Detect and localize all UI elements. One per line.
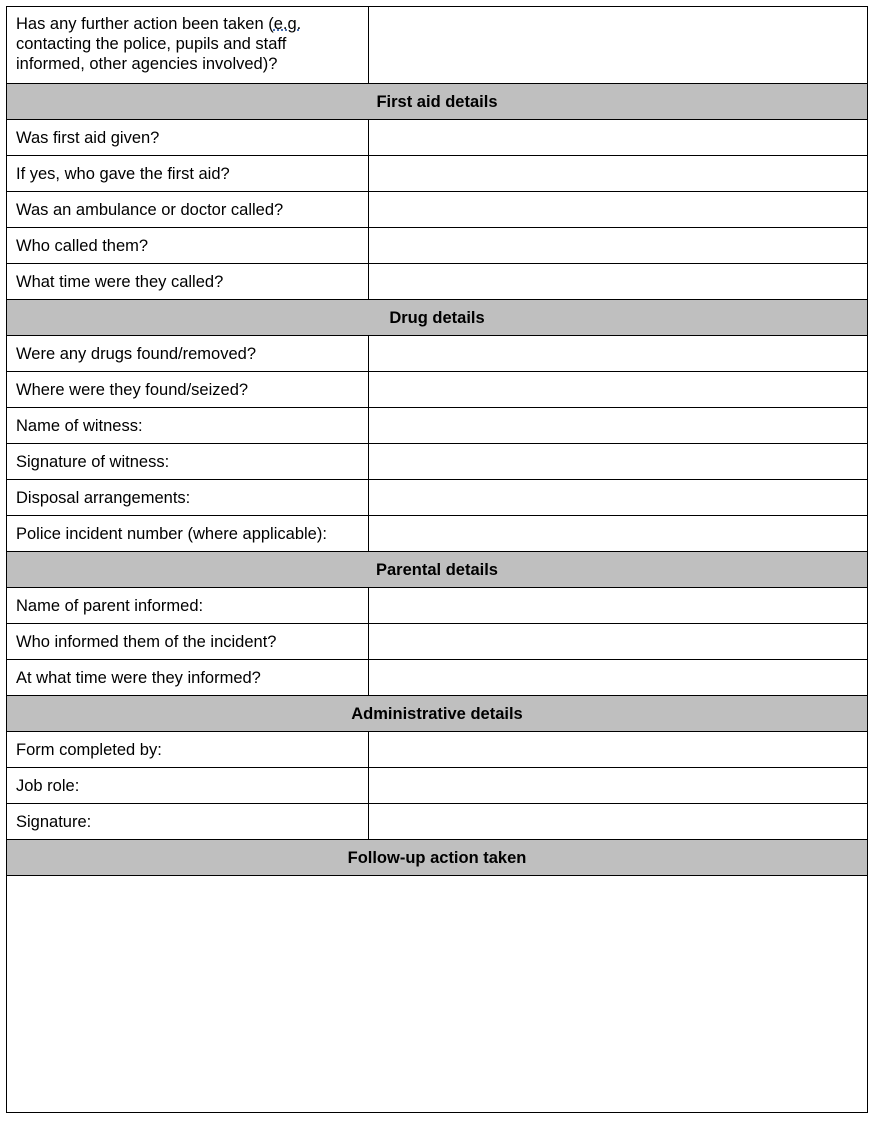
question-label: Disposal arrangements: (7, 480, 369, 516)
question-label: What time were they called? (7, 264, 369, 300)
further-action-answer-field[interactable] (378, 14, 858, 76)
question-row (7, 444, 868, 480)
answer-cell[interactable] (369, 444, 868, 480)
question-label: Job role: (7, 768, 369, 804)
followup-row (7, 876, 868, 1113)
section-header-row (7, 552, 868, 588)
section-heading-parental-details: Parental details (7, 552, 868, 588)
question-label: Form completed by: (7, 732, 369, 768)
question-row (7, 804, 868, 840)
form-body (7, 7, 868, 1113)
question-row (7, 264, 868, 300)
answer-field[interactable] (378, 804, 858, 839)
answer-field[interactable] (378, 768, 858, 803)
answer-field[interactable] (378, 732, 858, 767)
question-row (7, 516, 868, 552)
section-heading-drug-details: Drug details (7, 300, 868, 336)
question-row (7, 372, 868, 408)
question-row (7, 588, 868, 624)
section-heading-follow-up-action-taken: Follow-up action taken (7, 840, 868, 876)
answer-cell[interactable] (369, 732, 868, 768)
answer-field[interactable] (378, 588, 858, 623)
eg-abbreviation: e.g. (273, 15, 302, 33)
question-label: Name of witness: (7, 408, 369, 444)
answer-field[interactable] (378, 480, 858, 515)
answer-field[interactable] (378, 624, 858, 659)
answer-cell[interactable] (369, 336, 868, 372)
question-label: Were any drugs found/removed? (7, 336, 369, 372)
question-label: Police incident number (where applicable): (7, 516, 369, 552)
question-row (7, 408, 868, 444)
answer-cell[interactable] (369, 660, 868, 696)
answer-cell[interactable] (369, 228, 868, 264)
answer-cell[interactable] (369, 192, 868, 228)
question-label: Was an ambulance or doctor called? (7, 192, 369, 228)
section-heading-administrative-details: Administrative details (7, 696, 868, 732)
question-row (7, 480, 868, 516)
answer-cell[interactable] (369, 156, 868, 192)
further-action-row (7, 7, 868, 84)
answer-field[interactable] (378, 192, 858, 227)
answer-cell[interactable] (369, 516, 868, 552)
answer-cell[interactable] (369, 804, 868, 840)
section-header-row (7, 840, 868, 876)
answer-field[interactable] (378, 264, 858, 299)
further-action-text-start: Has any further action been taken ( (16, 15, 274, 33)
answer-cell[interactable] (369, 120, 868, 156)
question-row (7, 120, 868, 156)
question-row (7, 732, 868, 768)
answer-field[interactable] (378, 156, 858, 191)
section-header-row (7, 696, 868, 732)
further-action-answer-cell[interactable] (369, 7, 868, 84)
answer-cell[interactable] (369, 408, 868, 444)
question-label: Signature: (7, 804, 369, 840)
answer-cell[interactable] (369, 480, 868, 516)
answer-field[interactable] (378, 408, 858, 443)
question-label: At what time were they informed? (7, 660, 369, 696)
answer-field[interactable] (378, 444, 858, 479)
question-label: If yes, who gave the first aid? (7, 156, 369, 192)
incident-report-form-table (6, 6, 868, 1113)
question-label: Where were they found/seized? (7, 372, 369, 408)
question-row (7, 624, 868, 660)
question-row (7, 228, 868, 264)
question-row (7, 768, 868, 804)
question-label: Who informed them of the incident? (7, 624, 369, 660)
answer-field[interactable] (378, 120, 858, 155)
further-action-text-end: contacting the police, pupils and staff informed, other agencies involved)? (16, 35, 287, 73)
section-header-row (7, 300, 868, 336)
question-label: Name of parent informed: (7, 588, 369, 624)
question-label: Who called them? (7, 228, 369, 264)
question-label: Signature of witness: (7, 444, 369, 480)
section-header-row (7, 84, 868, 120)
answer-cell[interactable] (369, 588, 868, 624)
answer-field[interactable] (378, 336, 858, 371)
answer-cell[interactable] (369, 372, 868, 408)
answer-cell[interactable] (369, 264, 868, 300)
answer-field[interactable] (378, 516, 858, 551)
section-heading-first-aid-details: First aid details (7, 84, 868, 120)
question-row (7, 192, 868, 228)
answer-field[interactable] (378, 660, 858, 695)
question-label: Was first aid given? (7, 120, 369, 156)
question-row (7, 660, 868, 696)
further-action-question (7, 7, 369, 84)
answer-cell[interactable] (369, 624, 868, 660)
answer-field[interactable] (378, 372, 858, 407)
answer-field[interactable] (378, 228, 858, 263)
followup-answer-cell[interactable] (7, 876, 868, 1113)
answer-cell[interactable] (369, 768, 868, 804)
followup-answer-field[interactable] (16, 876, 858, 1112)
question-row (7, 336, 868, 372)
question-row (7, 156, 868, 192)
